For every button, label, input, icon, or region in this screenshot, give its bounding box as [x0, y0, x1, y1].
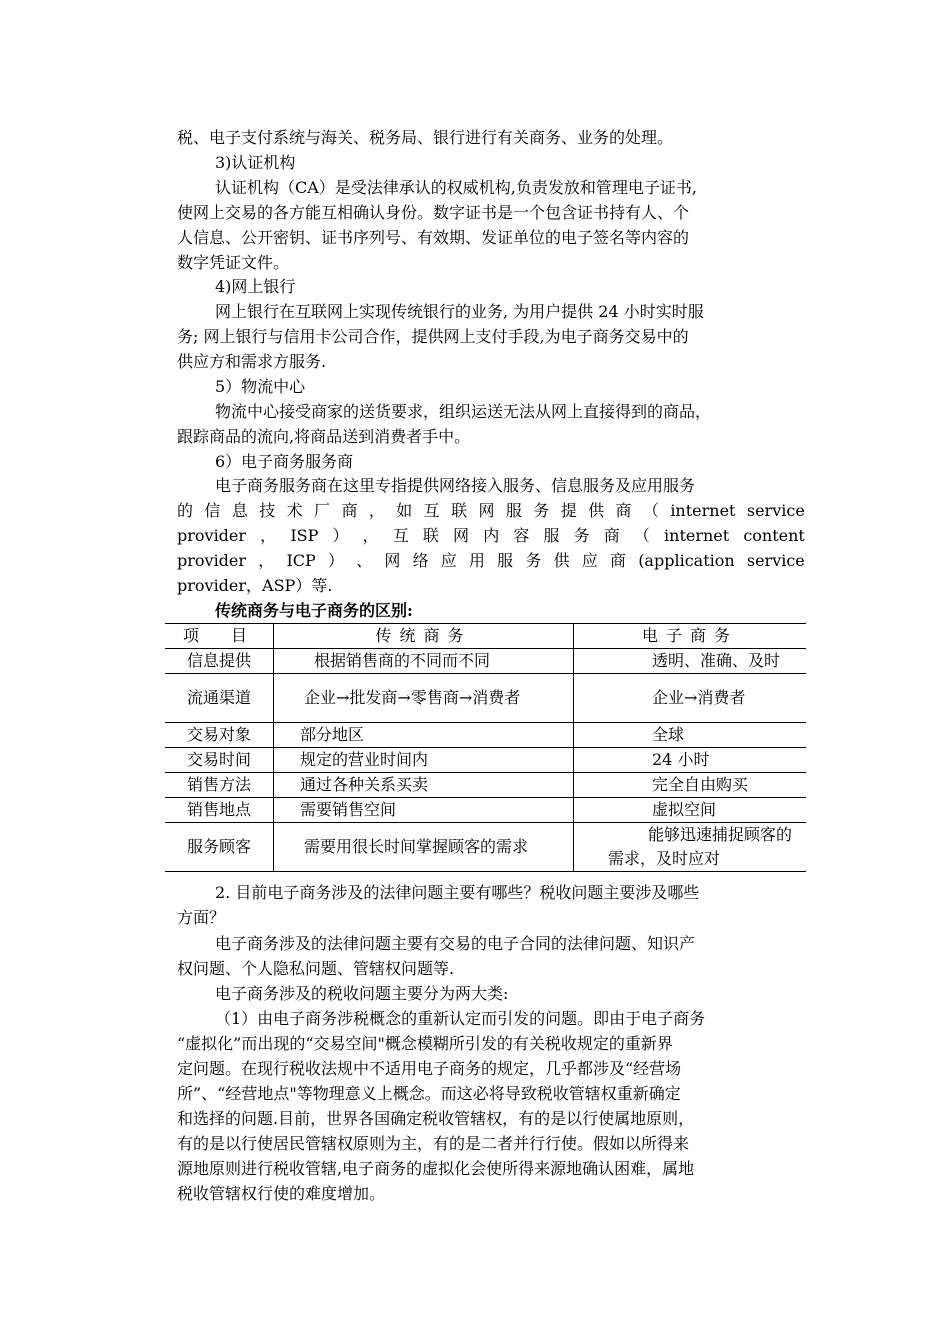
paragraph-line: 电子商务涉及的法律问题主要有交易的电子合同的法律问题、知识产: [215, 934, 696, 953]
text-token: ，: [368, 501, 385, 520]
text-token: 商: [341, 501, 358, 520]
row-item: 服务顾客: [165, 823, 274, 872]
section-heading-online-bank: 4)网上银行: [215, 277, 296, 296]
text-token: ，: [258, 551, 275, 570]
text-token: 用: [468, 551, 485, 570]
paragraph-line: 源地原则进行税收管辖,电子商务的虚拟化会使所得来源地确认困难，属地: [177, 1159, 695, 1178]
text-token: ）: [327, 551, 344, 570]
text-token: 务: [573, 526, 590, 545]
paragraph-line: provider，ASP）等.: [177, 576, 333, 595]
text-token: 如: [396, 501, 413, 520]
question-line: 方面？: [177, 908, 226, 927]
section-heading-service-provider: 6）电子商务服务商: [215, 452, 354, 471]
row-traditional: 规定的营业时间内: [274, 748, 574, 773]
text-token: 网: [453, 526, 470, 545]
row-traditional: 根据销售商的不同而不同: [274, 649, 574, 674]
row-item: 销售方法: [165, 773, 274, 798]
text-token: 服: [505, 501, 522, 520]
text-token: provider: [177, 551, 247, 570]
row-traditional: 部分地区: [274, 723, 574, 748]
text-token: ，: [260, 526, 277, 545]
text-token: 服: [543, 526, 560, 545]
table-row: [165, 773, 806, 798]
justified-line: [177, 548, 805, 573]
paragraph-line: 有的是以行使居民管辖权原则为主，有的是二者并行行使。假如以所得来: [177, 1134, 690, 1153]
text-token: ICP: [286, 551, 316, 570]
text-token: 的: [177, 501, 194, 520]
justified-line: [177, 523, 805, 548]
text-token: internet: [664, 526, 730, 545]
paragraph-line: 定问题。在现行税收法规中不适用电子商务的规定，几乎都涉及“经营场: [177, 1059, 682, 1078]
text-token: 信: [204, 501, 221, 520]
paragraph-line: 跟踪商品的流向,将商品送到消费者手中。: [177, 427, 471, 446]
row-item: 信息提供: [165, 649, 274, 674]
paragraph-line: 物流中心接受商家的送货要求，组织运送无法从网上直接得到的商品，: [215, 402, 712, 421]
paragraph-line: 电子商务涉及的税收问题主要分为两大类:: [215, 984, 509, 1003]
paragraph-line: 和选择的问题.目前，世界各国确定税收管辖权，有的是以行使属地原则，: [177, 1109, 695, 1128]
text-token: service: [746, 551, 805, 570]
text-token: ）: [332, 526, 349, 545]
row-ecommerce: 能够迅速捕捉顾客的需求，及时应对: [574, 823, 807, 872]
text-token: internet: [670, 501, 736, 520]
text-token: 商: [609, 551, 626, 570]
paragraph-line: 人信息、公开密钥、证书序列号、有效期、发证单位的电子签名等内容的: [177, 228, 690, 247]
text-token: 服: [497, 551, 514, 570]
paragraph-line: 网上银行在互联网上实现传统银行的业务, 为用户提供 24 小时实时服: [215, 302, 704, 321]
text-token: 应: [440, 551, 457, 570]
row-ecommerce: 完全自由购买: [574, 773, 807, 798]
text-token: 商: [615, 501, 632, 520]
text-token: 络: [412, 551, 429, 570]
text-token: 网: [384, 551, 401, 570]
text-token: 互: [392, 526, 409, 545]
section-heading-logistics: 5）物流中心: [215, 377, 306, 396]
paragraph-line: “虚拟化”而出现的“交易空间"概念模糊所引发的有关税收规定的重新界: [177, 1034, 673, 1053]
row-traditional: 企业→批发商→零售商→消费者: [274, 674, 574, 723]
paragraph-line: 所”、“经营地点"等物理意义上概念。而这必将导致税收管辖权重新确定: [177, 1084, 681, 1103]
table-title: 传统商务与电子商务的区别:: [215, 601, 413, 620]
justified-line: [177, 498, 805, 523]
row-traditional: 需要用很长时间掌握顾客的需求: [274, 823, 574, 872]
text-token: 术: [286, 501, 303, 520]
text-token: 联: [422, 526, 439, 545]
header-item: 项 目: [165, 624, 274, 649]
text-token: 商: [603, 526, 620, 545]
table-row: [165, 649, 806, 674]
text-token: 应: [581, 551, 598, 570]
text-token: ISP: [290, 526, 319, 545]
paragraph-line: 供应方和需求方服务.: [177, 352, 327, 371]
question-line: 2. 目前电子商务涉及的法律问题主要有哪些？税收问题主要涉及哪些: [215, 883, 700, 902]
text-token: 供: [553, 551, 570, 570]
text-token: 容: [513, 526, 530, 545]
table-row: [165, 674, 806, 723]
row-traditional: 需要销售空间: [274, 798, 574, 823]
paragraph-line: （1）由电子商务涉税概念的重新认定而引发的问题。即由于电子商务: [215, 1009, 706, 1028]
row-item: 交易对象: [165, 723, 274, 748]
text-token: 务: [533, 501, 550, 520]
text-token: 互: [423, 501, 440, 520]
text-token: content: [743, 526, 805, 545]
row-item: 销售地点: [165, 798, 274, 823]
text-token: 息: [231, 501, 248, 520]
header-traditional: 传统商务: [274, 624, 574, 649]
text-token: 提: [560, 501, 577, 520]
text-token: 务: [525, 551, 542, 570]
text-token: 联: [451, 501, 468, 520]
row-item: 交易时间: [165, 748, 274, 773]
text-token: provider: [177, 526, 247, 545]
text-token: 技: [259, 501, 276, 520]
table-row: [165, 723, 806, 748]
text-token: 内: [483, 526, 500, 545]
row-ecommerce: 企业→消费者: [574, 674, 807, 723]
text-token: 供: [588, 501, 605, 520]
row-ecommerce: 全球: [574, 723, 807, 748]
header-ecommerce: 电子商务: [574, 624, 807, 649]
row-item: 流通渠道: [165, 674, 274, 723]
row-ecommerce: 24 小时: [574, 748, 807, 773]
text-token: （: [642, 501, 659, 520]
table-row: [165, 823, 806, 872]
text-token: service: [746, 501, 805, 520]
paragraph-line: 数字凭证文件。: [177, 253, 290, 272]
table-header-row: [165, 624, 806, 649]
text-token: (application: [638, 551, 735, 570]
paragraph-line: 认证机构（CA）是受法律承认的权威机构,负责发放和管理电子证书,: [215, 178, 697, 197]
text-token: 厂: [314, 501, 331, 520]
paragraph-line: 使网上交易的各方能互相确认身份。数字证书是一个包含证书持有人、个: [177, 203, 690, 222]
text-token: 、: [356, 551, 373, 570]
comparison-table: [165, 623, 806, 872]
paragraph-line: 务; 网上银行与信用卡公司合作，提供网上支付手段,为电子商务交易中的: [177, 327, 689, 346]
text-token: ，: [362, 526, 379, 545]
paragraph-line: 税收管辖权行使的难度增加。: [177, 1184, 386, 1203]
text-token: （: [633, 526, 650, 545]
row-ecommerce: 虚拟空间: [574, 798, 807, 823]
table-row: [165, 798, 806, 823]
paragraph-line: 权问题、个人隐私问题、管辖权问题等.: [177, 959, 455, 978]
section-heading-ca: 3)认证机构: [215, 153, 296, 172]
row-ecommerce: 透明、准确、及时: [574, 649, 807, 674]
row-traditional: 通过各种关系买卖: [274, 773, 574, 798]
table-row: [165, 748, 806, 773]
intro-line: 税、电子支付系统与海关、税务局、银行进行有关商务、业务的处理。: [177, 128, 674, 147]
paragraph-line: 电子商务服务商在这里专指提供网络接入服务、信息服务及应用服务: [215, 476, 696, 495]
text-token: 网: [478, 501, 495, 520]
